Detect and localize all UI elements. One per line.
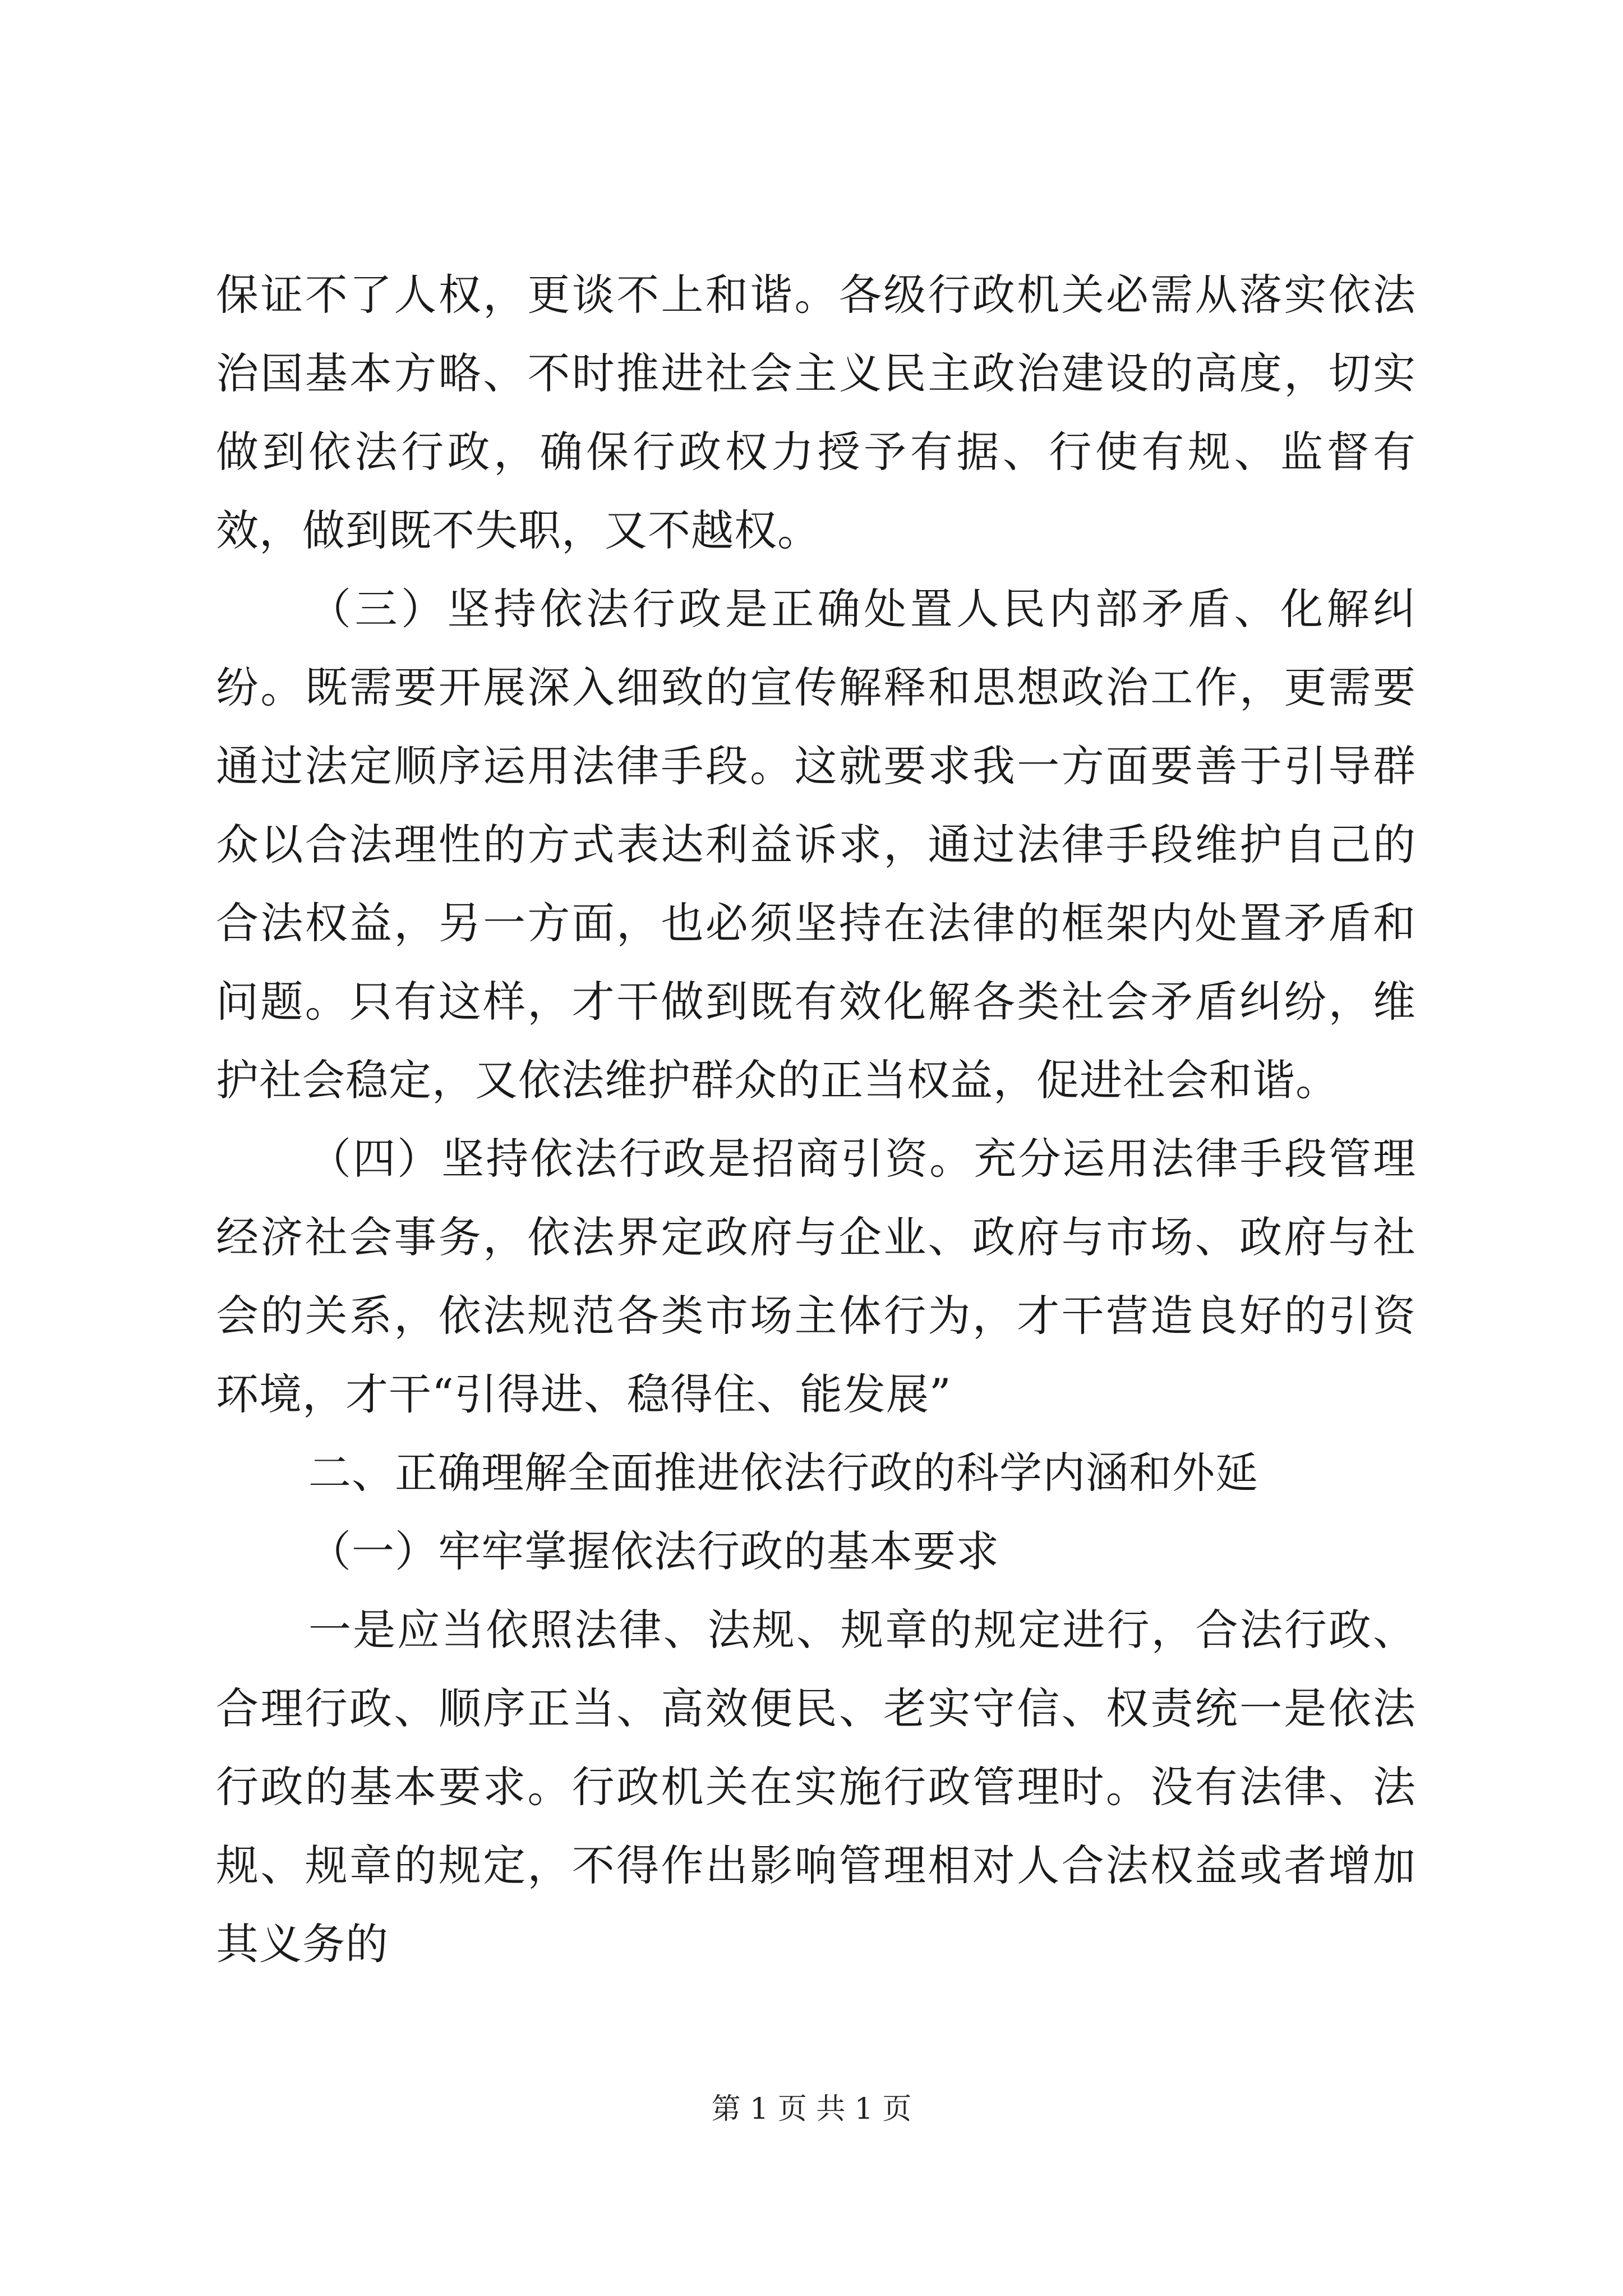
- paragraph-section-3: （三）坚持依法行政是正确处置人民内部矛盾、化解纠纷。既需要开展深入细致的宣传解释和思想政治工作，更需要通过法定顺序运用法律手段。这就要求我一方面要善于引导群众以合法理性的方式表达利益诉求，通过法律手段维护自己的合法权益，另一方面，也必须坚持在法律的框架内处置矛盾和问题。只有这样，才干做到既有效化解各类社会矛盾纠纷，维护社会稳定，又依法维护群众的正当权益，促进社会和谐。: [216, 584, 1416, 1105]
- paragraph-section-4: （四）坚持依法行政是招商引资。充分运用法律手段管理经济社会事务，依法界定政府与企业、政府与市场、政府与社会的关系，依法规范各类市场主体行为，才干营造良好的引资环境，才干“引得进、稳得住、能发展”: [216, 1134, 1416, 1419]
- document-body: [216, 256, 1416, 1984]
- subheading-section-1: （一）牢牢掌握依法行政的基本要求: [308, 1526, 999, 1576]
- paragraph-continuation: 保证不了人权，更谈不上和谐。各级行政机关必需从落实依法治国基本方略、不时推进社会主义民主政治建设的高度，切实做到依法行政，确保行政权力授予有据、行使有规、监督有效，做到既不失职，又不越权。: [216, 270, 1416, 555]
- paragraph-basic-requirements: 一是应当依照法律、法规、规章的规定进行，合法行政、合理行政、顺序正当、高效便民、老实守信、权责统一是依法行政的基本要求。行政机关在实施行政管理时。没有法律、法规、规章的规定，不得作出影响管理相对人合法权益或者增加其义务的: [216, 1605, 1416, 1969]
- heading-part-2: 二、正确理解全面推进依法行政的科学内涵和外延: [308, 1448, 1258, 1498]
- page-number-footer: 第 1 页 共 1 页: [711, 2092, 912, 2126]
